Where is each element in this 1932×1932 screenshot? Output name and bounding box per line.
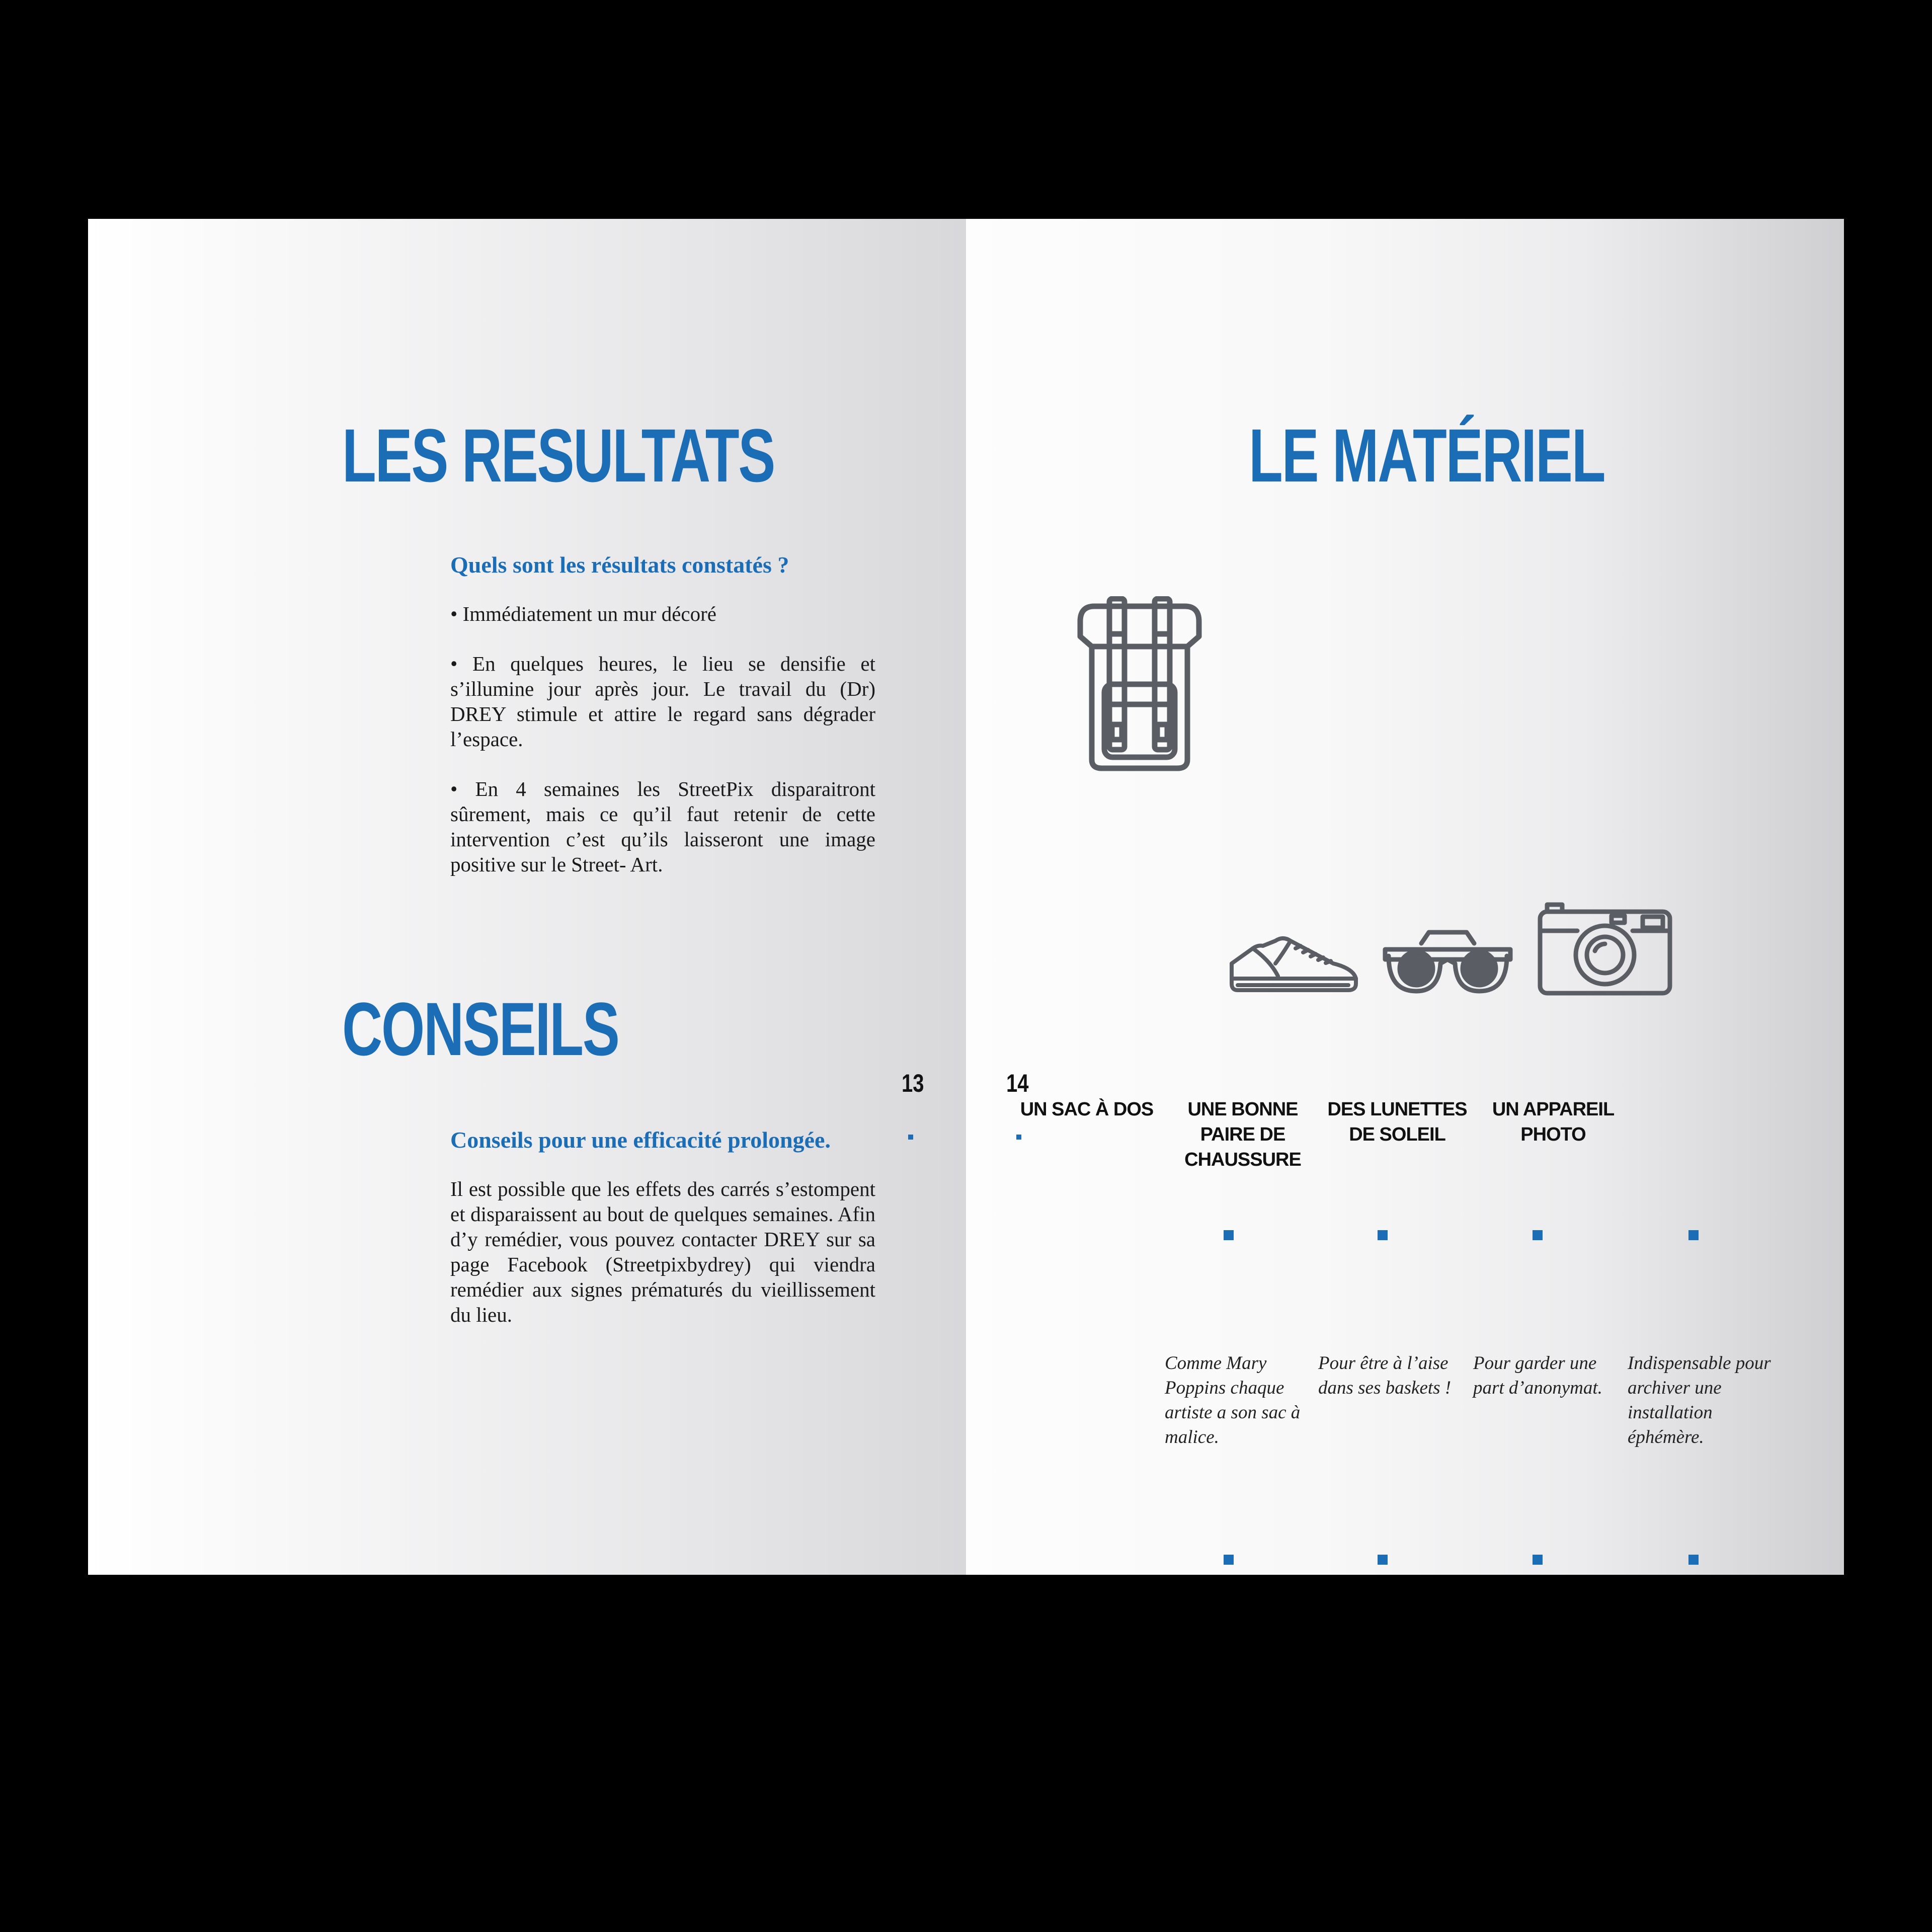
marker-square xyxy=(1533,1230,1543,1240)
marker-square xyxy=(1688,1230,1699,1240)
advice-title: CONSEILS xyxy=(342,987,619,1071)
backpack-icon xyxy=(1074,596,1205,772)
camera-icon xyxy=(1537,901,1673,996)
results-bullet-1: • Immédiatement un mur décoré xyxy=(450,602,716,625)
item-label-shoes: UNE BONNE PAIRE DE CHAUSSURE xyxy=(1184,1099,1301,1170)
marker-square xyxy=(1224,1230,1234,1240)
advice-body: Il est possible que les effets des carrés s’estompent et disparaissent au bout de quelques semaines. Afin d’y remédier, vous pouvez contacter DREY sur sa page Facebook (Streetpixbydrey) qui viendra remédier aux signes prématurés du vieillissement du lieu. xyxy=(450,1177,875,1326)
item-caption-sunglasses: Pour garder une part d’anonymat. xyxy=(1473,1353,1602,1398)
item-caption-shoes: Pour être à l’aise dans ses baskets ! xyxy=(1318,1353,1452,1398)
results-bullet-2: • En quelques heures, le lieu se densifie et s’illumine jour après jour. Le travail du (Dr) DREY stimule et attire le regard sans dégrader l’espace. xyxy=(450,652,875,751)
results-title: LES RESULTATS xyxy=(342,413,775,498)
marker-square xyxy=(1378,1230,1388,1240)
item-caption-camera: Indispensable pour archiver une installation éphémère. xyxy=(1628,1353,1771,1447)
item-label-backpack: UN SAC À DOS xyxy=(1020,1099,1154,1120)
page-number-left: 13 xyxy=(902,1069,924,1097)
item-label-sunglasses: DES LUNETTES DE SOLEIL xyxy=(1327,1099,1467,1145)
advice-subtitle: Conseils pour une efficacité prolongée. xyxy=(450,1127,831,1153)
page-number-right: 14 xyxy=(1006,1069,1029,1097)
sneaker-icon-shape xyxy=(1228,926,1361,996)
marker-square xyxy=(1224,1555,1234,1565)
results-bullet-3: • En 4 semaines les StreetPix disparaitront sûrement, mais ce qu’il faut retenir de cette intervention c’est qu’ils laisseront une image positive sur le Street- Art. xyxy=(450,777,875,876)
page-marker-right xyxy=(1016,1135,1021,1140)
equipment-title: LE MATÉRIEL xyxy=(1249,413,1605,498)
marker-square xyxy=(1688,1555,1699,1565)
results-body xyxy=(450,601,875,877)
item-label-camera: UN APPAREIL PHOTO xyxy=(1492,1099,1615,1145)
booklet-spread xyxy=(88,219,1844,1575)
marker-square xyxy=(1533,1555,1543,1565)
results-question: Quels sont les résultats constatés ? xyxy=(450,552,789,578)
left-page xyxy=(88,219,966,1575)
marker-square xyxy=(1378,1555,1388,1565)
page-marker-left xyxy=(908,1135,913,1140)
sunglasses-icon xyxy=(1381,928,1514,996)
right-page xyxy=(966,219,1844,1575)
item-caption-backpack: Comme Mary Poppins chaque artiste a son sac à malice. xyxy=(1165,1353,1301,1447)
